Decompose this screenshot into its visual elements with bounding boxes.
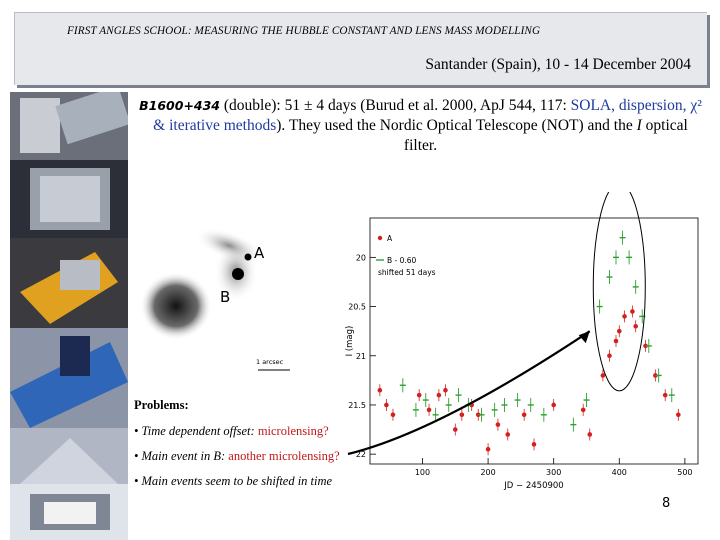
highlight-arrow [348,331,590,454]
scale-label: 1 arcsec [256,358,284,366]
data-point-a [384,403,389,408]
intro-text-1: (double): 51 ± 4 days (Burud et al. 2000, ApJ 544, 117: [220,97,571,114]
y-tick-label: 21.5 [348,400,366,410]
y-tick-label: 20 [355,253,366,263]
data-point-a [522,413,527,418]
lens-object-name: B1600+434 [139,98,221,113]
lens-image [130,188,306,384]
data-point-a [378,388,383,393]
data-point-a [630,309,635,314]
data-point-a [427,408,432,413]
data-point-a [581,408,586,413]
data-point-a [486,447,491,452]
header-banner [14,12,707,85]
problems-list [134,398,384,499]
data-point-a [437,393,442,398]
data-point-a [417,393,422,398]
data-point-a [460,413,465,418]
legend-b-label-2: shifted 51 days [378,268,436,277]
x-tick-label: 100 [414,468,431,477]
legend-b-label: B - 0.60 [387,256,417,265]
problem-item: • Main events seem to be shifted in time [134,474,333,488]
x-tick-label: 400 [611,468,627,477]
y-axis-label: I (mag) [345,325,355,357]
y-tick-label: 20.5 [348,302,366,312]
x-tick-label: 300 [546,468,562,477]
header-title: FIRST ANGLES SCHOOL: MEASURING THE HUBBLE CONSTANT AND LENS MASS MODELLING [67,25,541,37]
filter-name: I [636,117,642,134]
data-point-a [617,329,622,334]
x-axis-label: JD − 2450900 [504,481,564,491]
x-tick-label: 500 [677,468,693,477]
data-point-a [633,324,638,329]
label-a: A [254,244,265,262]
data-point-a [443,388,448,393]
data-point-a [551,403,556,408]
legend-a-marker [378,236,382,240]
data-point-a [676,413,681,418]
data-point-a [663,393,668,398]
problem-item: • Time dependent offset: microlensing? [134,424,329,438]
data-point-a [587,432,592,437]
page-number: 8 [662,496,671,511]
problem-item: • Main event in B: another microlensing? [134,449,340,463]
data-point-a [532,442,537,447]
data-point-a [391,413,396,418]
y-tick-label: 21 [355,351,366,361]
data-point-a [614,339,619,344]
header-subtitle: Santander (Spain), 10 - 14 December 2004 [425,56,691,73]
image-a-core [232,268,244,280]
intro-text-3: optical filter. [403,117,688,154]
image-b-blob [140,272,212,340]
legend-a-label: A [387,234,393,243]
data-point-a [622,314,627,319]
data-point-a [453,427,458,432]
y-tick-label: 22 [355,450,366,460]
methods-text: SOLA, dispersion, χ² & iterative methods [153,97,702,134]
data-point-a [496,422,501,427]
lens-image-panel [130,188,306,384]
problems-heading: Problems: [134,398,189,412]
main-event-ellipse [593,192,645,391]
intro-paragraph [138,96,703,156]
data-point-a [505,432,510,437]
telescope-photo-strip [0,92,128,540]
intro-text-2: ). They used the Nordic Optical Telescope (NOT) and the [276,117,637,134]
label-b: B [220,288,231,306]
x-tick-label: 200 [480,468,496,477]
data-point-a [607,353,612,358]
